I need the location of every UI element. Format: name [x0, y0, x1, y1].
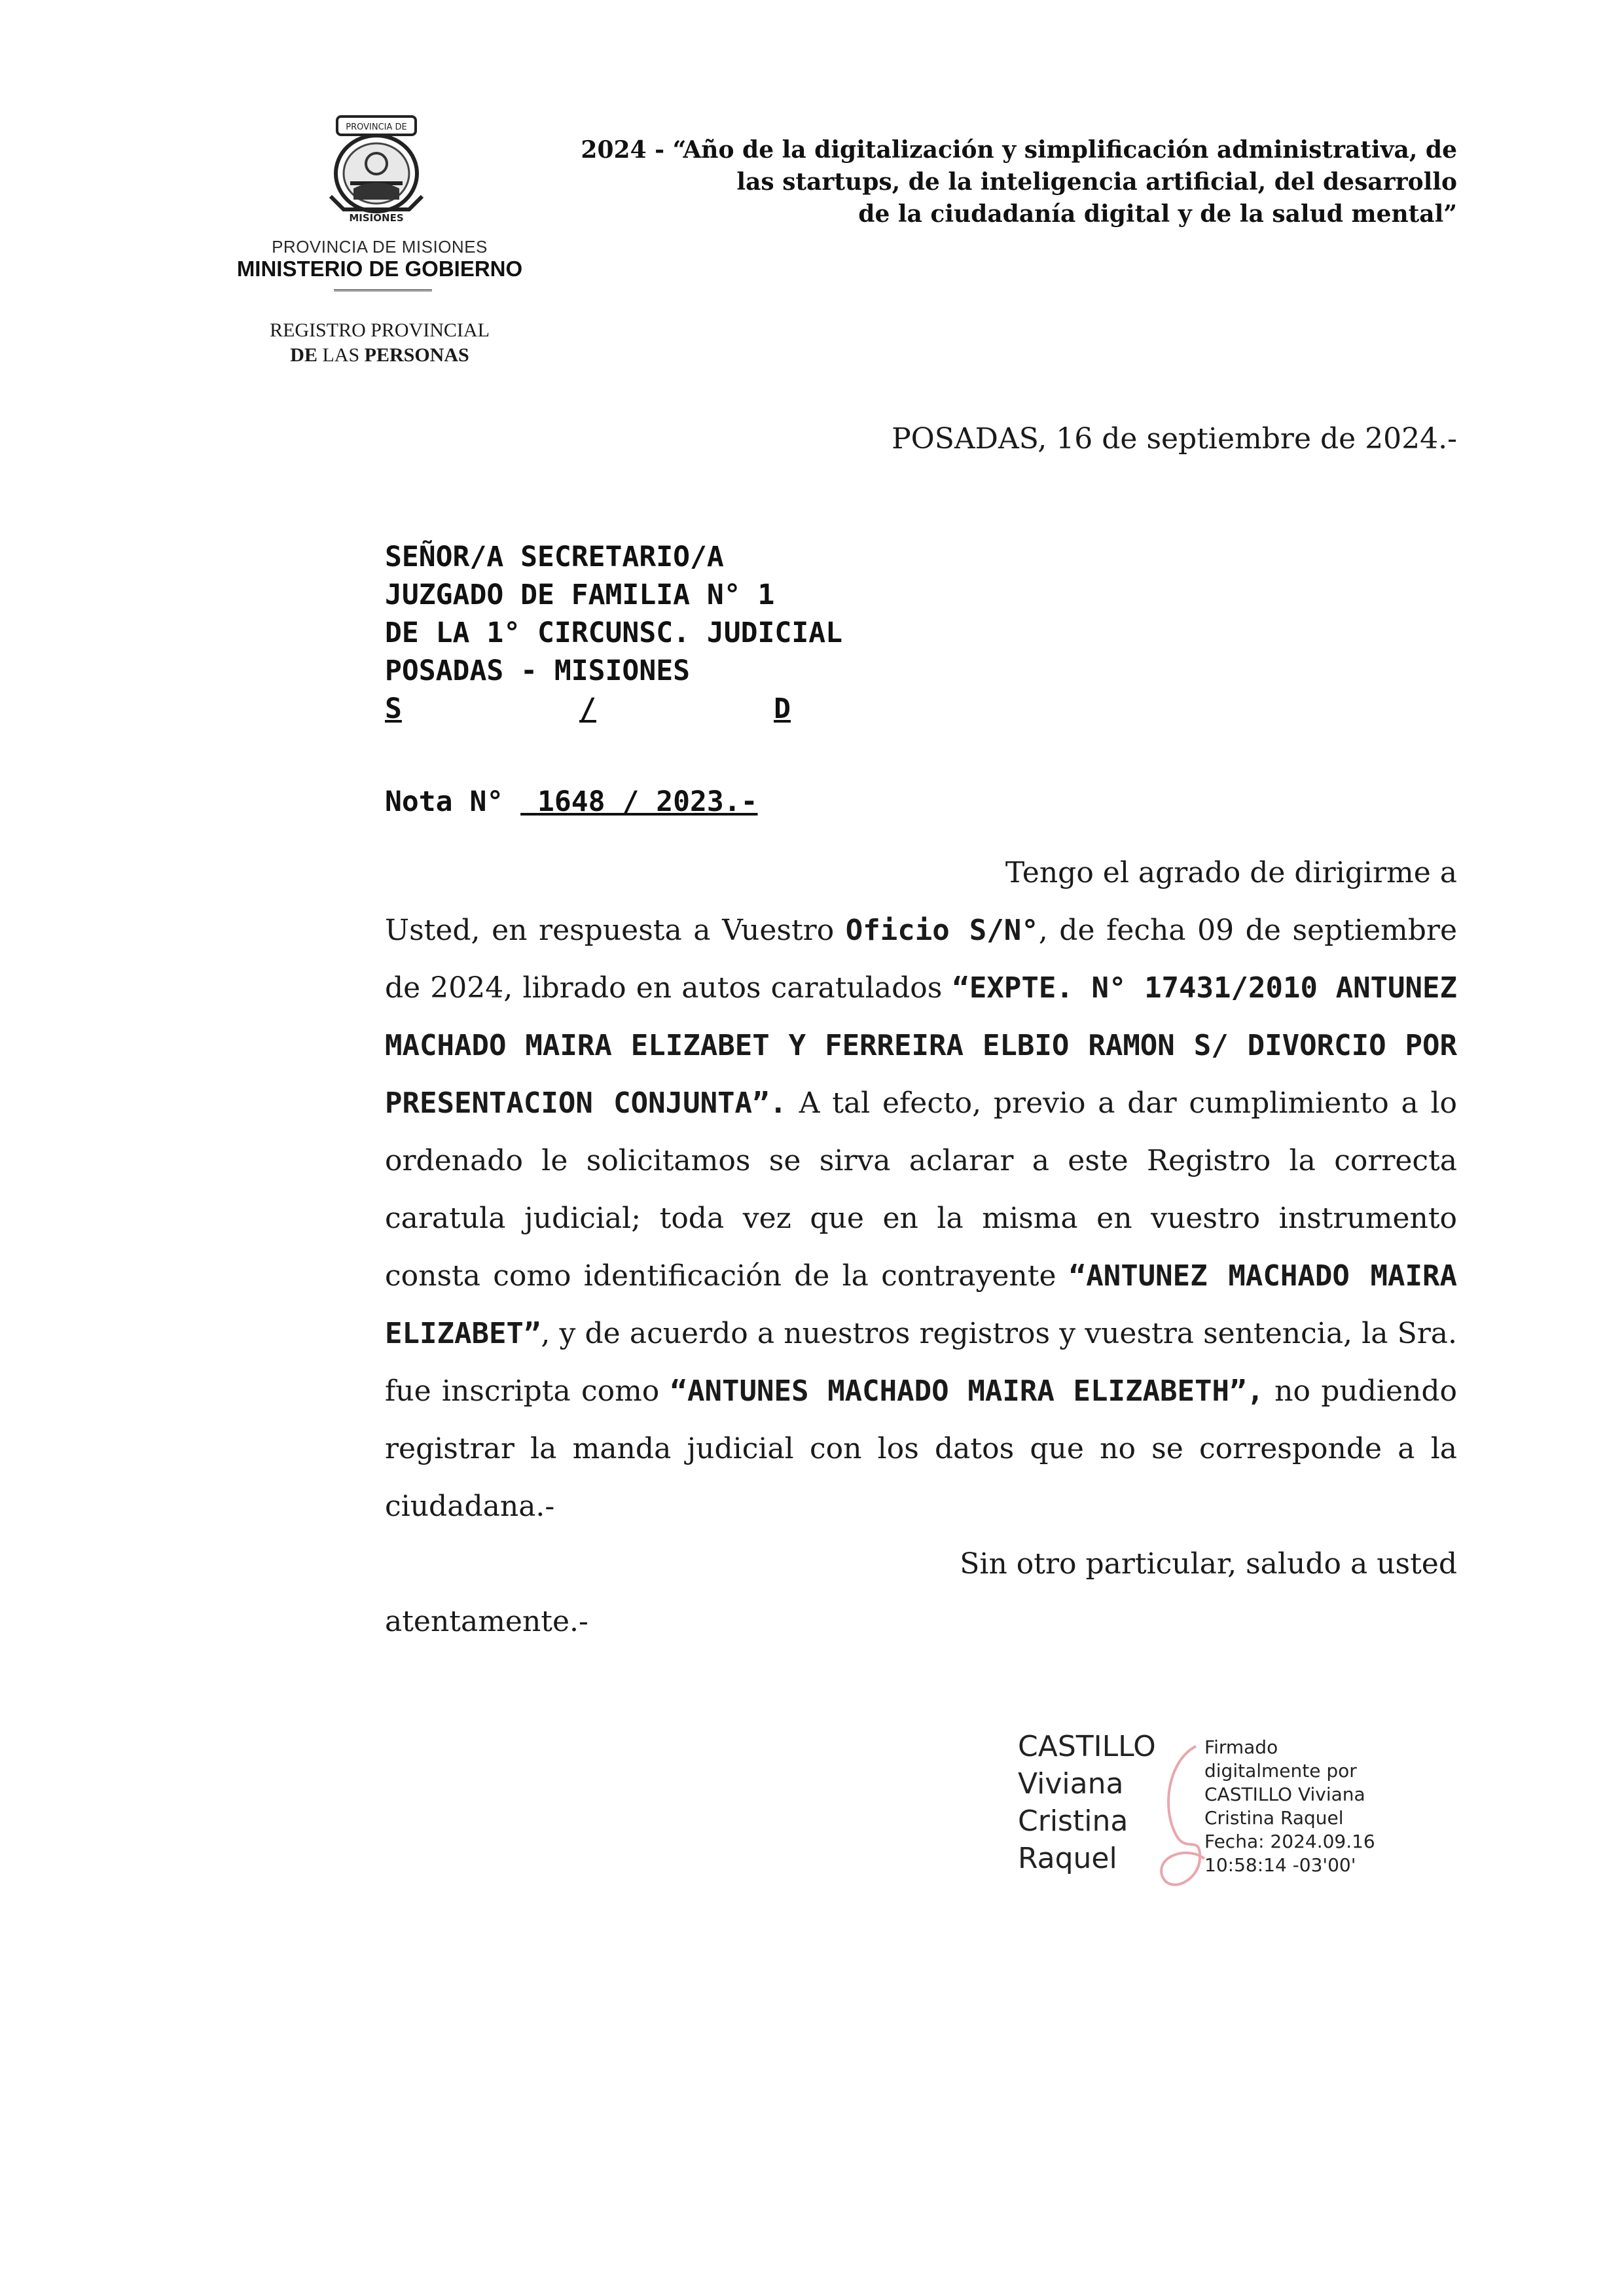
signer-name-line1: CASTILLO — [1018, 1730, 1156, 1763]
signer-name-line3: Cristina — [1018, 1804, 1128, 1838]
province-line: PROVINCIA DE MISIONES — [272, 237, 488, 257]
body-oficio: Oficio S/N° — [845, 914, 1039, 947]
nota-value: 1648 / 2023.- — [520, 785, 758, 818]
motto-line2: las startups, de la inteligencia artificial, del desarrollo — [736, 168, 1457, 196]
body-opening: Tengo el agrado de dirigirme a — [1005, 856, 1457, 889]
sig-info-line6: 10:58:14 -03'00' — [1204, 1854, 1356, 1876]
body-p1: Usted, en respuesta a Vuestro — [385, 914, 846, 947]
body-closing1: Sin otro particular, saludo a usted — [960, 1547, 1457, 1581]
sd-d: D — [774, 692, 791, 725]
registry-line1: REGISTRO PROVINCIAL — [270, 319, 490, 341]
nota-number — [385, 785, 758, 818]
digital-signature — [1018, 1728, 1476, 1898]
sig-info-line2: digitalmente por — [1204, 1760, 1357, 1782]
recipient-block — [385, 538, 842, 728]
registry-name — [236, 318, 524, 368]
recipient-line1: SEÑOR/A SECRETARIO/A — [385, 541, 724, 573]
letter-body — [385, 844, 1457, 1651]
sig-info-line5: Fecha: 2024.09.16 — [1204, 1831, 1375, 1852]
recipient-line2: JUZGADO DE FAMILIA N° 1 — [385, 579, 775, 611]
registry-personas: PERSONAS — [364, 344, 469, 366]
registry-las: LAS — [317, 344, 365, 366]
body-expte: “EXPTE. N° 17431/2010 ANTUNEZ MACHADO MAIRA ELIZABET Y FERREIRA ELBIO RAMON S/ DIVORCIO POR PRESENTACION CONJUNTA”. — [385, 971, 1458, 1120]
registry-line2 — [236, 343, 524, 368]
year-motto — [410, 134, 1457, 230]
signer-name-line2: Viviana — [1018, 1767, 1124, 1801]
body-p2: , de fecha 09 de septiembre de 2024, librado en autos caratulados — [385, 914, 1457, 1005]
crest-bottom-text: MISIONES — [349, 212, 404, 224]
sd-line — [385, 690, 791, 728]
signer-name-line4: Raquel — [1018, 1842, 1117, 1875]
crest-top-text: PROVINCIA DE — [346, 122, 407, 132]
sig-info-line1: Firmado — [1204, 1736, 1278, 1758]
body-p4: , y de acuerdo a nuestros registros y vuestra sentencia, la Sra. fue inscripta como — [385, 1317, 1457, 1408]
logo-divider — [334, 289, 432, 291]
sd-s: S — [385, 692, 402, 725]
body-p5: no pudiendo registrar la manda judicial con los datos que no se corresponde a la ciudadana.- — [385, 1374, 1458, 1523]
date-line: POSADAS, 16 de septiembre de 2024.- — [892, 422, 1457, 456]
signature-info — [1204, 1736, 1375, 1877]
nota-label: Nota N° — [385, 785, 521, 818]
sd-slash: / — [579, 692, 596, 725]
motto-line1: 2024 - “Año de la digitalización y simplificación administrativa, de — [581, 136, 1457, 164]
sig-info-line4: Cristina Raquel — [1204, 1807, 1344, 1829]
sig-info-line3: CASTILLO Viviana — [1204, 1784, 1365, 1805]
ministry-name: MINISTERIO DE GOBIERNO — [236, 257, 523, 281]
motto-line3: de la ciudadanía digital y de la salud mental” — [858, 200, 1457, 228]
recipient-line4: POSADAS - MISIONES — [385, 655, 690, 687]
body-closing2: atentamente.- — [385, 1605, 588, 1638]
recipient-line3: DE LA 1° CIRCUNSC. JUDICIAL — [385, 617, 842, 649]
registry-de: DE — [290, 344, 317, 366]
body-name2: “ANTUNES MACHADO MAIRA ELIZABETH”, — [670, 1374, 1264, 1408]
body-name1: “ANTUNEZ MACHADO MAIRA ELIZABET” — [385, 1259, 1457, 1350]
body-p3: A tal efecto, previo a dar cumplimiento a lo ordenado le solicitamos se sirva aclarar a este Registro la correcta caratula judicial; toda vez que en la misma en vuestro instrumento consta como identificación de la contrayente — [385, 1086, 1458, 1293]
